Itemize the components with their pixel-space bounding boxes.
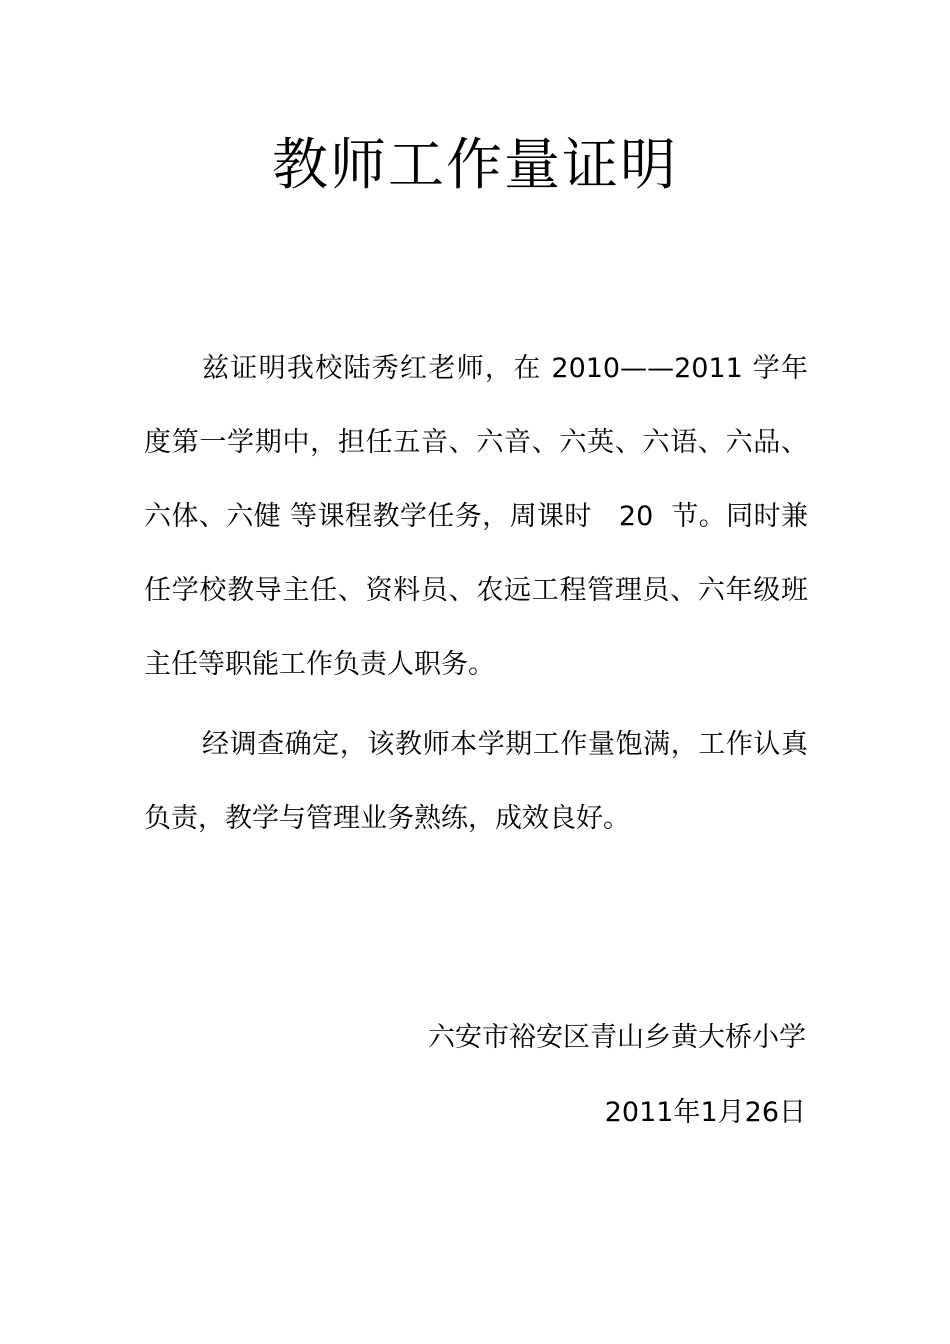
para1-text-1: 兹证明我校 xyxy=(202,353,344,384)
certification-paragraph xyxy=(144,332,808,702)
signature-date: 2011年1月26日 xyxy=(604,1097,806,1128)
para1-text-6: 等职能工作负责人职务。 xyxy=(198,649,495,680)
evaluation-paragraph xyxy=(144,708,808,856)
subject-list: 五音、六音、六英、六语、六品、六体、六健 xyxy=(144,427,809,532)
para2-text-1: 经调查确定，该教师本学期 xyxy=(202,729,533,760)
signature-organization: 六安市裕安区青山乡黄大桥小学 xyxy=(428,1022,806,1053)
evaluation-text: 工作量饱满，工作认真负责，教学与管理业务熟练，成效良好 xyxy=(144,729,809,834)
weekly-hours: 20 xyxy=(618,501,654,532)
para2-text-2: 。 xyxy=(603,803,630,834)
role-list: 教导主任、资料员、农远工程管理员、六年级班主任 xyxy=(144,575,809,680)
para1-text-4: 等课程教学任务，周课时 xyxy=(290,501,592,532)
academic-year-range: 2010——2011 xyxy=(551,353,743,384)
teacher-name: 陆秀红 xyxy=(343,353,429,384)
para1-text-2: 老师，在 xyxy=(428,353,542,384)
para1-text-5: 节。同时兼任学校 xyxy=(144,501,809,606)
para1-text-3: 学年度第一学期中，担任 xyxy=(144,353,808,458)
document-title: 教师工作量证明 xyxy=(272,133,678,198)
